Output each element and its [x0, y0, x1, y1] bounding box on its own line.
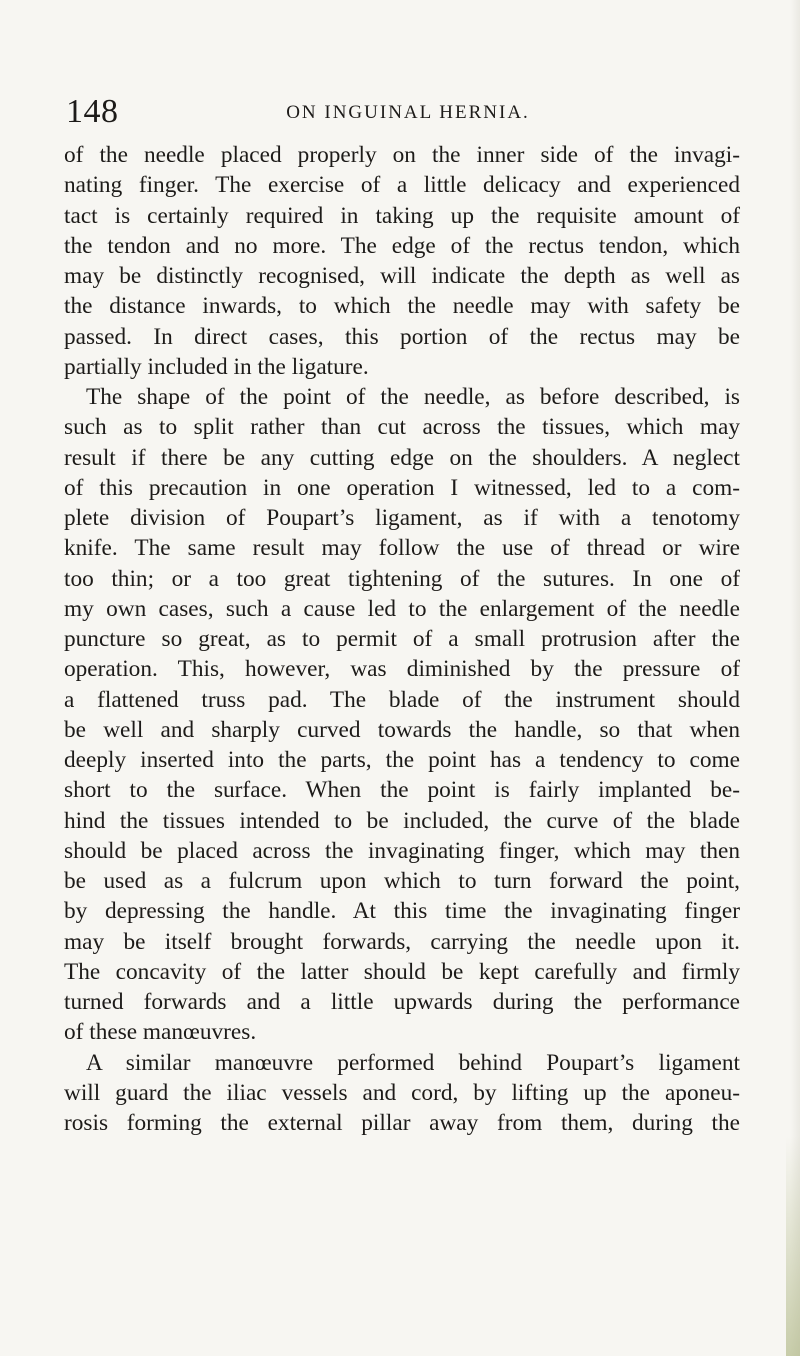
text-line: hind the tissues intended to be included, the curve of the blade [64, 807, 740, 834]
text-line: be used as a fulcrum upon which to turn forward the point, [64, 868, 740, 894]
page-corner-stain [786, 1136, 800, 1356]
paragraph [64, 140, 740, 382]
text-line: too thin; or a too great tightening of the sutures. In one of [64, 565, 740, 592]
running-head [66, 92, 740, 132]
text-line: operation. This, however, was diminished by the pressure of [64, 656, 740, 683]
text-line: rosis forming the external pillar away from them, during the [64, 1110, 740, 1136]
text-line: nating finger. The exercise of a little delicacy and experienced [64, 172, 740, 199]
text-line: turned forwards and a little upwards during the performance [64, 989, 740, 1015]
text-line: a flattened truss pad. The blade of the instrument should [64, 686, 740, 713]
text-line: the distance inwards, to which the needle may with safety be [64, 293, 740, 320]
text-line: partially included in the ligature. [64, 353, 369, 380]
text-line: puncture so great, as to permit of a small protrusion after the [64, 626, 740, 652]
running-title: ON INGUINAL HERNIA. [286, 102, 530, 123]
text-line: short to the surface. When the point is fairly implanted be- [64, 777, 740, 804]
text-line: of this precaution in one operation I witnessed, led to a com- [64, 474, 740, 501]
text-line: may be distinctly recognised, will indicate the depth as well as [64, 263, 740, 289]
body-text [64, 140, 740, 1138]
text-line: the tendon and no more. The edge of the rectus tendon, which [64, 232, 740, 259]
text-line: should be placed across the invaginating finger, which may then [64, 837, 740, 864]
text-line: my own cases, such a cause led to the enlargement of the needle [64, 595, 740, 622]
page-number: 148 [66, 93, 119, 130]
text-line: deeply inserted into the parts, the point has a tendency to come [64, 747, 740, 773]
text-line: may be itself brought forwards, carrying the needle upon it. [64, 928, 740, 955]
text-line: will guard the iliac vessels and cord, by lifting up the aponeu- [64, 1079, 740, 1106]
text-line: such as to split rather than cut across the tissues, which may [64, 414, 740, 441]
text-line: knife. The same result may follow the use of thread or wire [64, 535, 740, 562]
paragraph [64, 1048, 740, 1139]
text-line: of the needle placed properly on the inner side of the invagi- [64, 142, 740, 168]
text-line: by depressing the handle. At this time the invaginating finger [64, 898, 740, 925]
text-line: tact is certainly required in taking up the requisite amount of [64, 202, 740, 229]
text-line: of these manœuvres. [64, 1019, 257, 1046]
text-line: The shape of the point of the needle, as before described, is [86, 384, 740, 410]
text-line: result if there be any cutting edge on the shoulders. A neglect [64, 444, 740, 471]
text-line: A similar manœuvre performed behind Poupart’s ligament [86, 1049, 740, 1076]
text-line: The concavity of the latter should be kept carefully and firmly [64, 958, 740, 985]
paragraph [64, 382, 740, 1048]
text-line: plete division of Poupart’s ligament, as if with a tenotomy [64, 505, 740, 531]
text-line: passed. In direct cases, this portion of the rectus may be [64, 323, 740, 350]
text-line: be well and sharply curved towards the handle, so that when [64, 716, 740, 743]
